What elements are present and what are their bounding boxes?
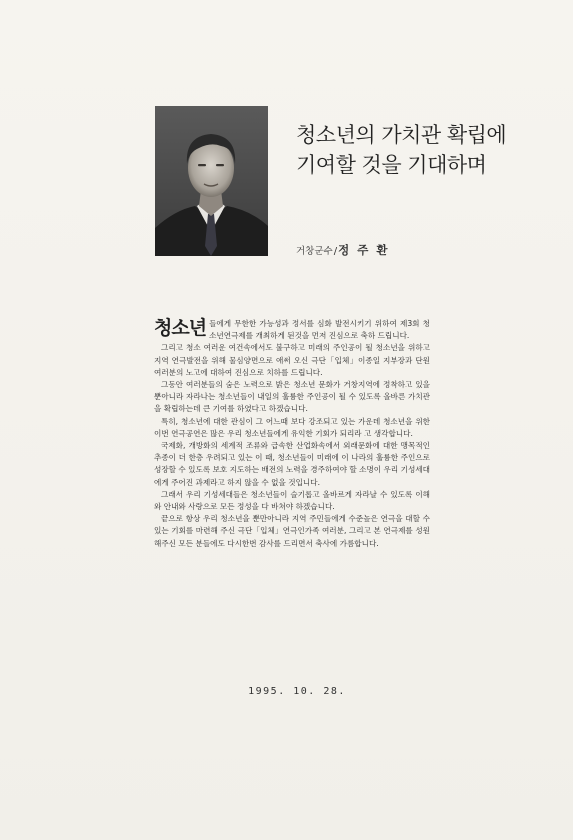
document-date: 1995. 10. 28. <box>248 686 346 697</box>
author-byline <box>296 242 389 258</box>
body-paragraph-6: 그래서 우리 기성세대들은 청소년들이 슬기롭고 올바르게 자라날 수 있도록 이해와 안내와 사랑으로 모든 정성을 다 바쳐야 하겠습니다. <box>154 489 430 512</box>
title-line-2: 기여할 것을 기대하며 <box>296 153 487 177</box>
title-line-1: 청소년의 가치관 확립에 <box>296 123 507 147</box>
portrait-image <box>155 106 268 256</box>
body-paragraph-7: 끝으로 항상 우리 청소년을 뿐만아니라 지역 주민들에게 수준높은 연극을 대할 수 있는 기회를 마련해 주신 극단「입체」연극인가족 여러분, 그리고 본 연극제를 성원해주신 모든 분들에도 다시한번 감사를 드리면서 축사에 가름합니다. <box>154 514 430 548</box>
article-body <box>154 318 430 550</box>
body-paragraph-2: 그리고 청소 여러운 여건속에서도 불구하고 미래의 주인공이 될 청소년을 위하고 지역 연극발전을 위해 물심양면으로 애써 오신 극단「입체」이종일 지부장과 단원 여러분의 노고에 대하여 진심으로 치하를 드립니다. <box>154 343 430 377</box>
dropcap-word: 청소년 <box>154 317 207 339</box>
body-paragraph-3: 그동안 여러분들의 숨은 노력으로 밝은 청소년 문화가 거창지역에 정착하고 있을 뿐아니라 자라나는 청소년들이 내일의 훌륭한 주인공이 될 수 있도록 올바른 가치관을 확립하는데 큰 기여를 하였다고 하겠습니다. <box>154 380 430 414</box>
author-name: 정 주 환 <box>338 243 390 257</box>
body-paragraph-1 <box>154 318 430 342</box>
body-paragraph-5: 국제화, 개방화의 세계적 조류와 급속한 산업화속에서 외래문화에 대한 맹목적인 추종이 더 한층 우려되고 있는 이 때, 청소년들이 미래에 이 나라의 훌륭한 주인으로 성장할 수 있도록 보호 지도하는 배전의 노력을 경주하여야 할 소명이 우리 기성세대에게 주어진 과제라고 하지 않을 수 없을 것입니다. <box>154 441 430 487</box>
author-role: 거창군수 <box>296 246 333 257</box>
author-portrait-photo <box>155 106 268 256</box>
body-paragraph-4: 특히, 청소년에 대한 관심이 그 어느때 보다 강조되고 있는 가운데 청소년을 위한 이번 연극공연은 많은 우리 청소년들에게 유익한 기회가 되리라 고 생각합니다. <box>154 416 430 438</box>
article-title <box>296 120 556 180</box>
byline-separator: / <box>333 246 338 257</box>
paragraph-text: 들에게 무한한 가능성과 정서를 심화 발전시키기 위하여 제3회 청소년연극제를 개최하게 된것을 먼저 진심으로 축하 드립니다. <box>209 319 430 341</box>
